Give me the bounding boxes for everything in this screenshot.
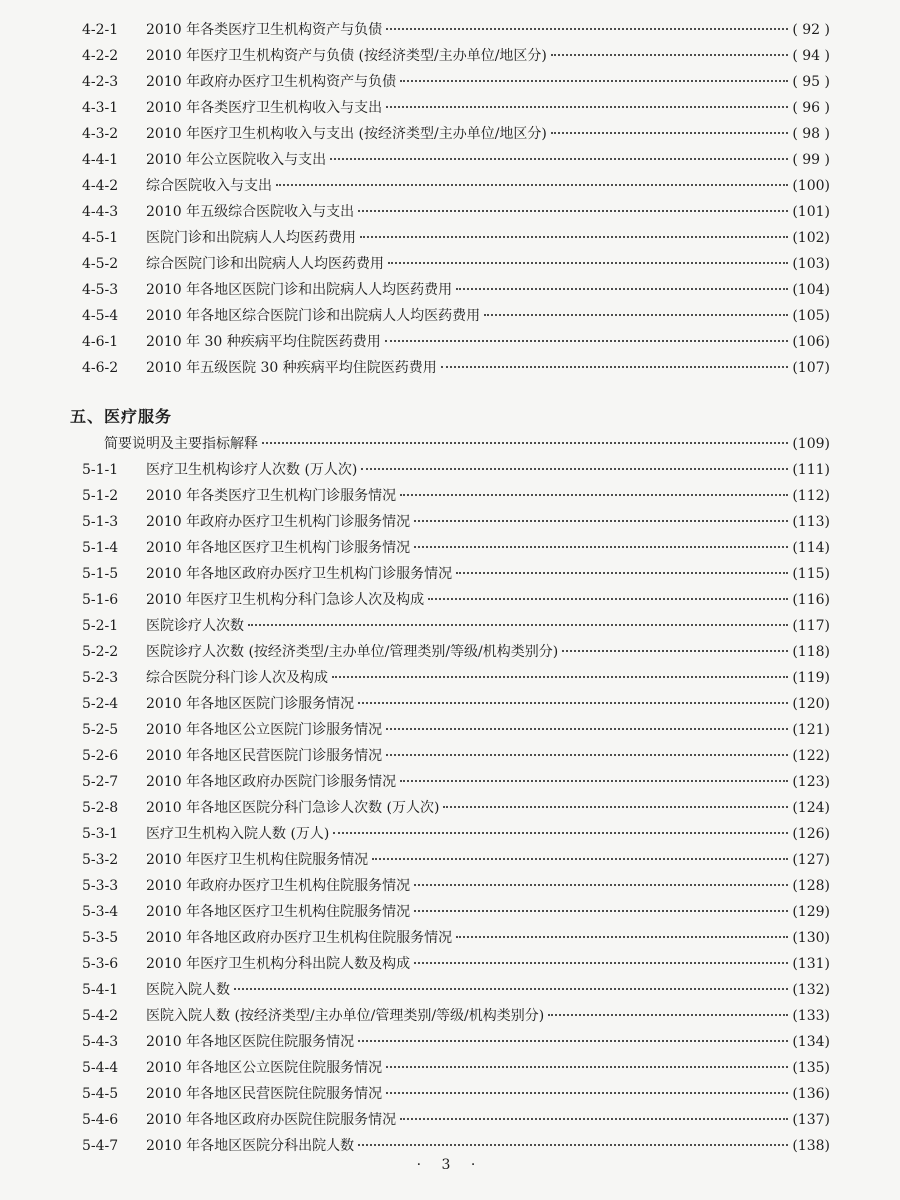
leader-dots (414, 961, 788, 964)
entry-page: ( 94 ) (792, 48, 830, 64)
leader-dots (456, 571, 788, 574)
entry-title: 综合医院分科门诊人次及构成 (146, 670, 328, 686)
toc-entry[interactable] (0, 148, 900, 172)
toc-entry[interactable] (0, 952, 900, 976)
entry-title: 医院入院人数 (按经济类型/主办单位/管理类别/等级/机构类别分) (146, 1008, 545, 1024)
leader-dots (234, 987, 788, 990)
entry-page: (106) (792, 334, 830, 350)
leader-dots (414, 545, 788, 548)
entry-page: (120) (792, 696, 830, 712)
entry-title: 2010 年各地区综合医院门诊和出院病人人均医药费用 (146, 308, 481, 324)
toc-entry[interactable] (0, 536, 900, 560)
entry-number: 5-1-6 (82, 592, 119, 608)
entry-page: (136) (792, 1086, 830, 1102)
leader-dots (332, 675, 788, 678)
entry-title: 2010 年各地区公立医院门诊服务情况 (146, 722, 383, 738)
leader-dots (361, 467, 788, 470)
toc-entry[interactable] (0, 588, 900, 612)
entry-title: 2010 年各地区民营医院门诊服务情况 (146, 748, 383, 764)
entry-number: 5-4-2 (82, 1008, 119, 1024)
toc-entry-intro[interactable] (0, 432, 900, 456)
leader-dots (414, 519, 788, 522)
toc-entry[interactable] (0, 44, 900, 68)
entry-number: 5-3-6 (82, 956, 119, 972)
entry-page: (138) (792, 1138, 830, 1154)
entry-page: (114) (792, 540, 830, 556)
leader-dots (386, 1065, 788, 1068)
entry-title: 2010 年政府办医疗卫生机构住院服务情况 (146, 878, 411, 894)
entry-title: 2010 年各类医疗卫生机构资产与负债 (146, 22, 383, 38)
leader-dots (248, 623, 788, 626)
entry-number: 5-2-4 (82, 696, 119, 712)
entry-page: (133) (792, 1008, 830, 1024)
leader-dots (358, 1143, 788, 1146)
entry-title: 2010 年各地区政府办医院住院服务情况 (146, 1112, 397, 1128)
leader-dots (358, 209, 788, 212)
entry-title: 2010 年政府办医疗卫生机构门诊服务情况 (146, 514, 411, 530)
entry-page: (113) (792, 514, 830, 530)
toc-entry[interactable] (0, 252, 900, 276)
toc-entry[interactable] (0, 174, 900, 198)
toc-entry[interactable] (0, 484, 900, 508)
entry-number: 5-1-5 (82, 566, 119, 582)
entry-number: 5-2-6 (82, 748, 119, 764)
leader-dots (400, 493, 788, 496)
leader-dots (443, 805, 788, 808)
toc-entry[interactable] (0, 304, 900, 328)
leader-dots (330, 157, 788, 160)
entry-number: 4-2-2 (82, 48, 119, 64)
toc-entry[interactable] (0, 900, 900, 924)
entry-page: (137) (792, 1112, 830, 1128)
entry-number: 5-4-1 (82, 982, 119, 998)
toc-entry[interactable] (0, 562, 900, 586)
entry-number: 4-2-3 (82, 74, 119, 90)
entry-page: (131) (792, 956, 830, 972)
entry-page: (122) (792, 748, 830, 764)
page-number: · 3 · (416, 1157, 484, 1173)
entry-page: (104) (792, 282, 830, 298)
entry-page: (124) (792, 800, 830, 816)
entry-page: (129) (792, 904, 830, 920)
leader-dots (276, 183, 788, 186)
entry-title: 2010 年各地区医疗卫生机构门诊服务情况 (146, 540, 411, 556)
section-heading: 五、医疗服务 (70, 407, 173, 426)
entry-page: (123) (792, 774, 830, 790)
entry-number: 5-1-1 (82, 462, 119, 478)
entry-page: (119) (792, 670, 830, 686)
toc-entry[interactable] (0, 978, 900, 1002)
leader-dots (484, 313, 788, 316)
entry-title: 医院门诊和出院病人人均医药费用 (146, 230, 356, 246)
leader-dots (386, 753, 788, 756)
entry-title: 2010 年医疗卫生机构资产与负债 (按经济类型/主办单位/地区分) (146, 48, 547, 64)
entry-number: 4-5-1 (82, 230, 119, 246)
toc-entry[interactable] (0, 278, 900, 302)
toc-entry[interactable] (0, 614, 900, 638)
entry-page: (135) (792, 1060, 830, 1076)
entry-page: ( 95 ) (792, 74, 830, 90)
entry-title: 2010 年各地区政府办医院门诊服务情况 (146, 774, 397, 790)
toc-entry[interactable] (0, 70, 900, 94)
entry-number: 5-1-3 (82, 514, 119, 530)
leader-dots (360, 235, 788, 238)
leader-dots (386, 1091, 788, 1094)
toc-entry[interactable] (0, 96, 900, 120)
toc-entry[interactable] (0, 1108, 900, 1132)
entry-title: 2010 年各类医疗卫生机构收入与支出 (146, 100, 383, 116)
leader-dots (551, 131, 788, 134)
entry-page: (109) (792, 436, 830, 452)
entry-number: 4-5-4 (82, 308, 119, 324)
entry-title: 2010 年各地区民营医院住院服务情况 (146, 1086, 383, 1102)
entry-title: 2010 年医疗卫生机构收入与支出 (按经济类型/主办单位/地区分) (146, 126, 547, 142)
leader-dots (562, 649, 788, 652)
leader-dots (262, 441, 788, 444)
toc-entry[interactable] (0, 510, 900, 534)
leader-dots (400, 779, 788, 782)
toc-entry[interactable] (0, 822, 900, 846)
toc-entry[interactable] (0, 770, 900, 794)
entry-title: 综合医院收入与支出 (146, 178, 272, 194)
toc-entry[interactable] (0, 458, 900, 482)
entry-page: (115) (792, 566, 830, 582)
leader-dots (333, 831, 788, 834)
entry-page: (130) (792, 930, 830, 946)
entry-number: 4-3-1 (82, 100, 119, 116)
entry-number: 5-3-3 (82, 878, 119, 894)
entry-page: (102) (792, 230, 830, 246)
entry-number: 5-4-4 (82, 1060, 119, 1076)
entry-page: (128) (792, 878, 830, 894)
leader-dots (551, 53, 788, 56)
toc-entry[interactable] (0, 874, 900, 898)
entry-number: 5-1-2 (82, 488, 119, 504)
entry-title: 综合医院门诊和出院病人人均医药费用 (146, 256, 384, 272)
toc-entry[interactable] (0, 848, 900, 872)
entry-title: 医疗卫生机构诊疗人次数 (万人次) (146, 462, 358, 478)
toc-entry[interactable] (0, 796, 900, 820)
leader-dots (358, 1039, 788, 1042)
entry-title: 2010 年各地区医院分科出院人数 (146, 1138, 355, 1154)
entry-page: (121) (792, 722, 830, 738)
entry-title: 2010 年五级医院 30 种疾病平均住院医药费用 (146, 360, 437, 376)
entry-number: 5-2-7 (82, 774, 119, 790)
entry-title: 2010 年各地区医院分科门急诊人次数 (万人次) (146, 800, 440, 816)
entry-title: 2010 年各地区政府办医疗卫生机构住院服务情况 (146, 930, 453, 946)
entry-number: 5-3-2 (82, 852, 119, 868)
leader-dots (400, 1117, 788, 1120)
entry-number: 4-5-3 (82, 282, 119, 298)
entry-title: 2010 年 30 种疾病平均住院医药费用 (146, 334, 381, 350)
toc-entry[interactable] (0, 1082, 900, 1106)
entry-title: 2010 年政府办医疗卫生机构资产与负债 (146, 74, 397, 90)
toc-entry[interactable] (0, 926, 900, 950)
toc-entry[interactable] (0, 1056, 900, 1080)
leader-dots (414, 909, 788, 912)
entry-page: (111) (792, 462, 830, 478)
leader-dots (372, 857, 788, 860)
entry-title: 简要说明及主要指标解释 (104, 436, 258, 452)
entry-title: 2010 年各地区政府办医疗卫生机构门诊服务情况 (146, 566, 453, 582)
entry-number: 5-4-6 (82, 1112, 119, 1128)
entry-page: (116) (792, 592, 830, 608)
leader-dots (358, 701, 788, 704)
toc-entry[interactable] (0, 122, 900, 146)
entry-title: 医院诊疗人次数 (按经济类型/主办单位/管理类别/等级/机构类别分) (146, 644, 559, 660)
leader-dots (400, 79, 788, 82)
toc-entry[interactable] (0, 718, 900, 742)
leader-dots (385, 339, 789, 342)
toc-entry[interactable] (0, 640, 900, 664)
entry-title: 2010 年各地区医疗卫生机构住院服务情况 (146, 904, 411, 920)
entry-number: 4-5-2 (82, 256, 119, 272)
toc-entry[interactable] (0, 1134, 900, 1158)
toc-entry[interactable] (0, 666, 900, 690)
leader-dots (388, 261, 788, 264)
entry-number: 5-2-5 (82, 722, 119, 738)
toc-entry[interactable] (0, 226, 900, 250)
entry-title: 2010 年公立医院收入与支出 (146, 152, 327, 168)
entry-page: (112) (792, 488, 830, 504)
entry-number: 4-3-2 (82, 126, 119, 142)
leader-dots (456, 287, 788, 290)
entry-number: 5-4-5 (82, 1086, 119, 1102)
entry-title: 2010 年医疗卫生机构住院服务情况 (146, 852, 369, 868)
entry-page: ( 99 ) (792, 152, 830, 168)
entry-title: 2010 年各类医疗卫生机构门诊服务情况 (146, 488, 397, 504)
entry-number: 5-3-5 (82, 930, 119, 946)
entry-number: 4-4-2 (82, 178, 119, 194)
entry-number: 5-2-8 (82, 800, 119, 816)
entry-title: 2010 年各地区医院门诊服务情况 (146, 696, 355, 712)
entry-title: 2010 年各地区公立医院住院服务情况 (146, 1060, 383, 1076)
toc-entry[interactable] (0, 356, 900, 380)
toc-entry[interactable] (0, 18, 900, 42)
entry-number: 5-2-2 (82, 644, 119, 660)
toc-entry[interactable] (0, 200, 900, 224)
entry-number: 4-6-2 (82, 360, 119, 376)
toc-entry[interactable] (0, 1030, 900, 1054)
toc-entry[interactable] (0, 744, 900, 768)
entry-page: (134) (792, 1034, 830, 1050)
entry-number: 5-2-1 (82, 618, 119, 634)
entry-number: 5-4-3 (82, 1034, 119, 1050)
entry-number: 5-3-1 (82, 826, 119, 842)
entry-number: 5-2-3 (82, 670, 119, 686)
entry-number: 4-6-1 (82, 334, 119, 350)
entry-page: ( 96 ) (792, 100, 830, 116)
entry-title: 医院入院人数 (146, 982, 230, 998)
entry-page: (103) (792, 256, 830, 272)
entry-number: 4-2-1 (82, 22, 119, 38)
entry-page: (132) (792, 982, 830, 998)
entry-title: 2010 年各地区医院门诊和出院病人人均医药费用 (146, 282, 453, 298)
entry-page: ( 98 ) (792, 126, 830, 142)
entry-page: (127) (792, 852, 830, 868)
entry-number: 4-4-3 (82, 204, 119, 220)
leader-dots (414, 883, 788, 886)
entry-page: (126) (792, 826, 830, 842)
leader-dots (548, 1013, 788, 1016)
entry-page: (117) (792, 618, 830, 634)
entry-number: 4-4-1 (82, 152, 119, 168)
entry-title: 2010 年五级综合医院收入与支出 (146, 204, 355, 220)
entry-page: (105) (792, 308, 830, 324)
toc-entry[interactable] (0, 1004, 900, 1028)
entry-title: 2010 年各地区医院住院服务情况 (146, 1034, 355, 1050)
entry-page: ( 92 ) (792, 22, 830, 38)
toc-entry[interactable] (0, 330, 900, 354)
entry-number: 5-3-4 (82, 904, 119, 920)
entry-title: 2010 年医疗卫生机构分科门急诊人次及构成 (146, 592, 425, 608)
leader-dots (441, 365, 789, 368)
leader-dots (386, 105, 788, 108)
entry-page: (107) (792, 360, 830, 376)
leader-dots (386, 727, 788, 730)
entry-page: (101) (792, 204, 830, 220)
leader-dots (386, 27, 788, 30)
entry-page: (118) (792, 644, 830, 660)
entry-title: 医疗卫生机构入院人数 (万人) (146, 826, 330, 842)
entry-number: 5-1-4 (82, 540, 119, 556)
entry-title: 医院诊疗人次数 (146, 618, 244, 634)
entry-page: (100) (792, 178, 830, 194)
entry-title: 2010 年医疗卫生机构分科出院人数及构成 (146, 956, 411, 972)
entry-number: 5-4-7 (82, 1138, 119, 1154)
toc-entry[interactable] (0, 692, 900, 716)
leader-dots (428, 597, 788, 600)
leader-dots (456, 935, 788, 938)
